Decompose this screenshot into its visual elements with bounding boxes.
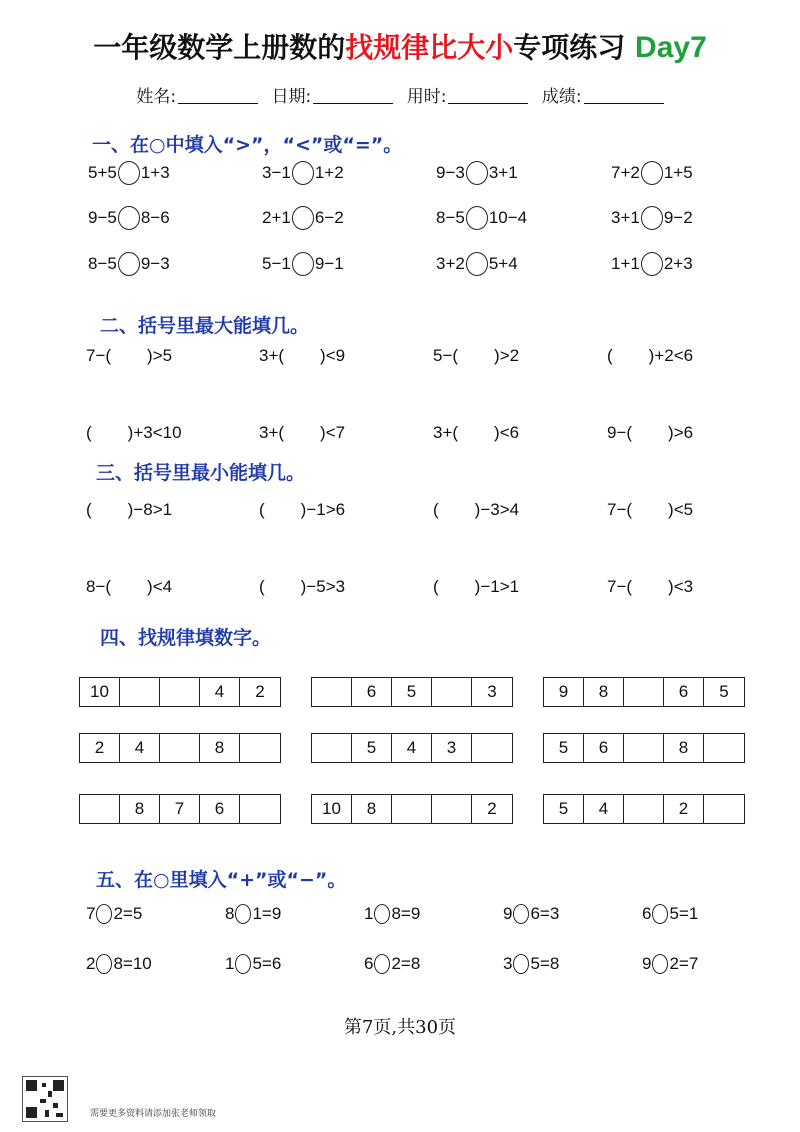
expression-start: 3+( <box>433 423 459 442</box>
answer-circle[interactable] <box>235 904 251 924</box>
operator-item <box>503 949 559 979</box>
answer-circle[interactable] <box>466 206 488 230</box>
date-field: 日期: <box>272 87 394 107</box>
right-expression: 6−2 <box>314 208 344 227</box>
sequence-cell: 4 <box>584 795 624 823</box>
title-part-1: 一年级数学上册数的 <box>93 31 346 64</box>
right-expression: 5+4 <box>488 254 518 273</box>
sequence-box <box>311 794 513 824</box>
sequence-blank-cell[interactable] <box>240 795 280 823</box>
first-number: 6 <box>642 904 652 923</box>
expression-start: 7−( <box>607 577 633 596</box>
bracket-item <box>433 572 519 602</box>
section-3-heading: 三、括号里最小能填几。 <box>96 462 306 484</box>
first-number: 3 <box>503 954 513 973</box>
sequence-cell: 3 <box>487 682 497 701</box>
bracket-item <box>259 572 345 602</box>
sequence-blank-cell[interactable] <box>624 734 664 762</box>
expression-end: )>6 <box>668 423 694 442</box>
answer-circle[interactable] <box>652 904 668 924</box>
equation-rest: 6=3 <box>530 904 560 923</box>
left-expression: 3−1 <box>262 163 291 182</box>
sequence-cell: 10 <box>312 795 352 823</box>
bracket-item <box>86 572 172 602</box>
sequence-blank-cell[interactable] <box>240 734 280 762</box>
sequence-cell: 2 <box>487 799 497 818</box>
sequence-cell: 6 <box>584 734 624 762</box>
answer-circle[interactable] <box>513 954 529 974</box>
sequence-cell: 8 <box>584 678 624 706</box>
first-number: 9 <box>503 904 513 923</box>
sequence-blank-cell[interactable] <box>624 678 664 706</box>
right-expression: 10−4 <box>488 208 528 227</box>
left-expression: 8−5 <box>88 254 117 273</box>
expression-end: )<9 <box>320 346 346 365</box>
sequence-cell: 3 <box>432 734 472 762</box>
expression-start: 8−( <box>86 577 112 596</box>
left-expression: 8−5 <box>436 208 465 227</box>
expression-end: )−8>1 <box>127 500 173 519</box>
compare-item <box>436 249 518 279</box>
expression-end: )−1>6 <box>300 500 346 519</box>
date-blank[interactable] <box>313 89 393 104</box>
sequence-box <box>311 677 513 707</box>
right-expression: 2+3 <box>663 254 693 273</box>
equation-rest: 5=1 <box>669 904 699 923</box>
equation-rest: 2=7 <box>669 954 699 973</box>
sequence-cell: 2 <box>664 795 704 823</box>
expression-start: ( <box>86 500 92 519</box>
answer-circle[interactable] <box>466 252 488 276</box>
left-expression: 2+1 <box>262 208 291 227</box>
answer-circle[interactable] <box>118 252 140 276</box>
answer-circle[interactable] <box>641 206 663 230</box>
sequence-blank-cell[interactable] <box>312 678 352 706</box>
expression-start: ( <box>86 423 92 442</box>
operator-item <box>364 949 420 979</box>
qr-note: 需要更多资料请添加张老师领取 <box>90 1109 217 1119</box>
right-expression: 1+5 <box>663 163 693 182</box>
sequence-cell: 8 <box>120 795 160 823</box>
bracket-item <box>433 418 519 448</box>
sequence-box <box>543 677 745 707</box>
sequence-cell: 2 <box>80 734 120 762</box>
expression-start: ( <box>433 500 439 519</box>
first-number: 6 <box>364 954 374 973</box>
expression-start: ( <box>433 577 439 596</box>
qr-code-icon <box>22 1076 68 1122</box>
answer-circle[interactable] <box>374 904 390 924</box>
student-info-line <box>0 82 800 107</box>
bracket-item <box>86 341 172 371</box>
sequence-cell: 6 <box>200 795 240 823</box>
sequence-blank-cell[interactable] <box>704 734 744 762</box>
bracket-item <box>607 418 693 448</box>
sequence-cell: 6 <box>352 678 392 706</box>
right-expression: 9−1 <box>314 254 344 273</box>
sequence-cell: 5 <box>544 734 584 762</box>
equation-rest: 5=8 <box>530 954 560 973</box>
expression-end: )−1>1 <box>474 577 520 596</box>
operator-item <box>86 899 142 929</box>
operator-item <box>503 899 559 929</box>
first-number: 1 <box>225 954 235 973</box>
operator-item <box>642 949 698 979</box>
answer-circle[interactable] <box>235 954 251 974</box>
sequence-cell: 6 <box>664 678 704 706</box>
answer-circle[interactable] <box>641 161 663 185</box>
sequence-cell: 9 <box>544 678 584 706</box>
compare-item <box>436 158 518 188</box>
bracket-item <box>607 341 693 371</box>
sequence-box <box>79 733 281 763</box>
left-expression: 7+2 <box>611 163 640 182</box>
expression-end: )<7 <box>320 423 346 442</box>
left-expression: 3+1 <box>611 208 640 227</box>
expression-end: )<6 <box>494 423 520 442</box>
sequence-cell: 4 <box>200 678 240 706</box>
bracket-item <box>86 418 182 448</box>
sequence-blank-cell[interactable] <box>160 678 200 706</box>
expression-end: )<4 <box>147 577 173 596</box>
expression-start: ( <box>607 346 613 365</box>
sequence-cell: 4 <box>120 734 160 762</box>
compare-item <box>436 203 527 233</box>
right-expression: 3+1 <box>488 163 518 182</box>
compare-item <box>262 249 344 279</box>
answer-circle[interactable] <box>118 161 140 185</box>
expression-start: 7−( <box>607 500 633 519</box>
right-expression: 9−2 <box>663 208 693 227</box>
first-number: 7 <box>86 904 96 923</box>
answer-circle[interactable] <box>292 161 314 185</box>
bracket-item <box>607 495 693 525</box>
answer-circle[interactable] <box>513 904 529 924</box>
answer-circle[interactable] <box>118 206 140 230</box>
page-title <box>0 26 800 66</box>
sequence-blank-cell[interactable] <box>472 734 512 762</box>
operator-item <box>225 899 281 929</box>
equation-rest: 8=9 <box>391 904 421 923</box>
sequence-blank-cell[interactable] <box>80 795 120 823</box>
sequence-cell: 8 <box>200 734 240 762</box>
title-part-4: Day7 <box>635 31 707 64</box>
left-expression: 3+2 <box>436 254 465 273</box>
expression-end: )+3<10 <box>127 423 182 442</box>
answer-circle[interactable] <box>96 904 112 924</box>
compare-item <box>262 203 344 233</box>
name-field: 姓名: <box>136 87 258 107</box>
expression-end: )+2<6 <box>648 346 694 365</box>
first-number: 9 <box>642 954 652 973</box>
expression-end: )−3>4 <box>474 500 520 519</box>
sequence-cell: 5 <box>352 734 392 762</box>
sequence-box <box>79 677 281 707</box>
expression-start: 5−( <box>433 346 459 365</box>
sequence-blank-cell[interactable] <box>392 795 432 823</box>
sequence-cell: 5 <box>392 678 432 706</box>
left-expression: 5+5 <box>88 163 117 182</box>
score-blank[interactable] <box>584 89 664 104</box>
answer-circle[interactable] <box>292 252 314 276</box>
expression-start: 7−( <box>86 346 112 365</box>
operator-item <box>642 899 698 929</box>
sequence-cell: 2 <box>255 682 265 701</box>
first-number: 1 <box>364 904 374 923</box>
first-number: 2 <box>86 954 96 973</box>
compare-item <box>611 249 693 279</box>
expression-end: )<5 <box>668 500 694 519</box>
sequence-blank-cell[interactable] <box>160 734 200 762</box>
compare-item <box>88 249 170 279</box>
compare-item <box>262 158 344 188</box>
expression-start: ( <box>259 577 265 596</box>
sequence-cell: 10 <box>80 678 120 706</box>
answer-circle[interactable] <box>96 954 112 974</box>
equation-rest: 2=8 <box>391 954 421 973</box>
expression-start: 9−( <box>607 423 633 442</box>
bracket-item <box>259 495 345 525</box>
operator-item <box>86 949 152 979</box>
sequence-cell: 4 <box>392 734 432 762</box>
sequence-box <box>311 733 513 763</box>
equation-rest: 5=6 <box>252 954 282 973</box>
left-expression: 9−5 <box>88 208 117 227</box>
bracket-item <box>259 418 345 448</box>
expression-end: )>2 <box>494 346 520 365</box>
section-1-heading: 一、在○中填入“>”，“<”或“=”。 <box>92 134 403 156</box>
section-2-heading: 二、括号里最大能填几。 <box>100 315 310 337</box>
left-expression: 1+1 <box>611 254 640 273</box>
right-expression: 8−6 <box>140 208 170 227</box>
score-field: 成绩: <box>542 87 664 107</box>
sequence-blank-cell[interactable] <box>120 678 160 706</box>
sequence-box <box>543 794 745 824</box>
time-blank[interactable] <box>448 89 528 104</box>
compare-item <box>88 203 170 233</box>
right-expression: 9−3 <box>140 254 170 273</box>
answer-circle[interactable] <box>641 252 663 276</box>
sequence-blank-cell[interactable] <box>624 795 664 823</box>
equation-rest: 1=9 <box>252 904 282 923</box>
bracket-item <box>433 495 519 525</box>
operator-item <box>364 899 420 929</box>
right-expression: 1+3 <box>140 163 170 182</box>
sequence-cell: 7 <box>160 795 200 823</box>
expression-end: )−5>3 <box>300 577 346 596</box>
compare-item <box>88 158 170 188</box>
left-expression: 9−3 <box>436 163 465 182</box>
time-field: 用时: <box>407 87 529 107</box>
sequence-blank-cell[interactable] <box>704 795 744 823</box>
first-number: 8 <box>225 904 235 923</box>
sequence-box <box>543 733 745 763</box>
answer-circle[interactable] <box>292 206 314 230</box>
right-expression: 1+2 <box>314 163 344 182</box>
answer-circle[interactable] <box>466 161 488 185</box>
title-part-3: 专项练习 <box>513 31 626 64</box>
sequence-blank-cell[interactable] <box>432 678 472 706</box>
bracket-item <box>86 495 172 525</box>
sequence-box <box>79 794 281 824</box>
expression-start: ( <box>259 500 265 519</box>
sequence-blank-cell[interactable] <box>312 734 352 762</box>
expression-end: )>5 <box>147 346 173 365</box>
left-expression: 5−1 <box>262 254 291 273</box>
operator-item <box>225 949 281 979</box>
equation-rest: 2=5 <box>113 904 143 923</box>
bracket-item <box>433 341 519 371</box>
answer-circle[interactable] <box>652 954 668 974</box>
expression-start: 3+( <box>259 423 285 442</box>
bracket-item <box>259 341 345 371</box>
title-part-2: 找规律比大小 <box>345 31 514 64</box>
sequence-cell: 8 <box>664 734 704 762</box>
section-5-heading: 五、在○里填入“+”或“−”。 <box>96 869 347 891</box>
equation-rest: 8=10 <box>113 954 152 973</box>
sequence-cell: 5 <box>719 682 729 701</box>
bracket-item <box>607 572 693 602</box>
name-blank[interactable] <box>178 89 258 104</box>
page-number: 第7页,共30页 <box>343 1017 457 1038</box>
answer-circle[interactable] <box>374 954 390 974</box>
compare-item <box>611 158 693 188</box>
section-4-heading: 四、找规律填数字。 <box>100 627 272 649</box>
expression-end: )<3 <box>668 577 694 596</box>
expression-start: 3+( <box>259 346 285 365</box>
compare-item <box>611 203 693 233</box>
sequence-blank-cell[interactable] <box>432 795 472 823</box>
sequence-cell: 8 <box>352 795 392 823</box>
sequence-cell: 5 <box>544 795 584 823</box>
